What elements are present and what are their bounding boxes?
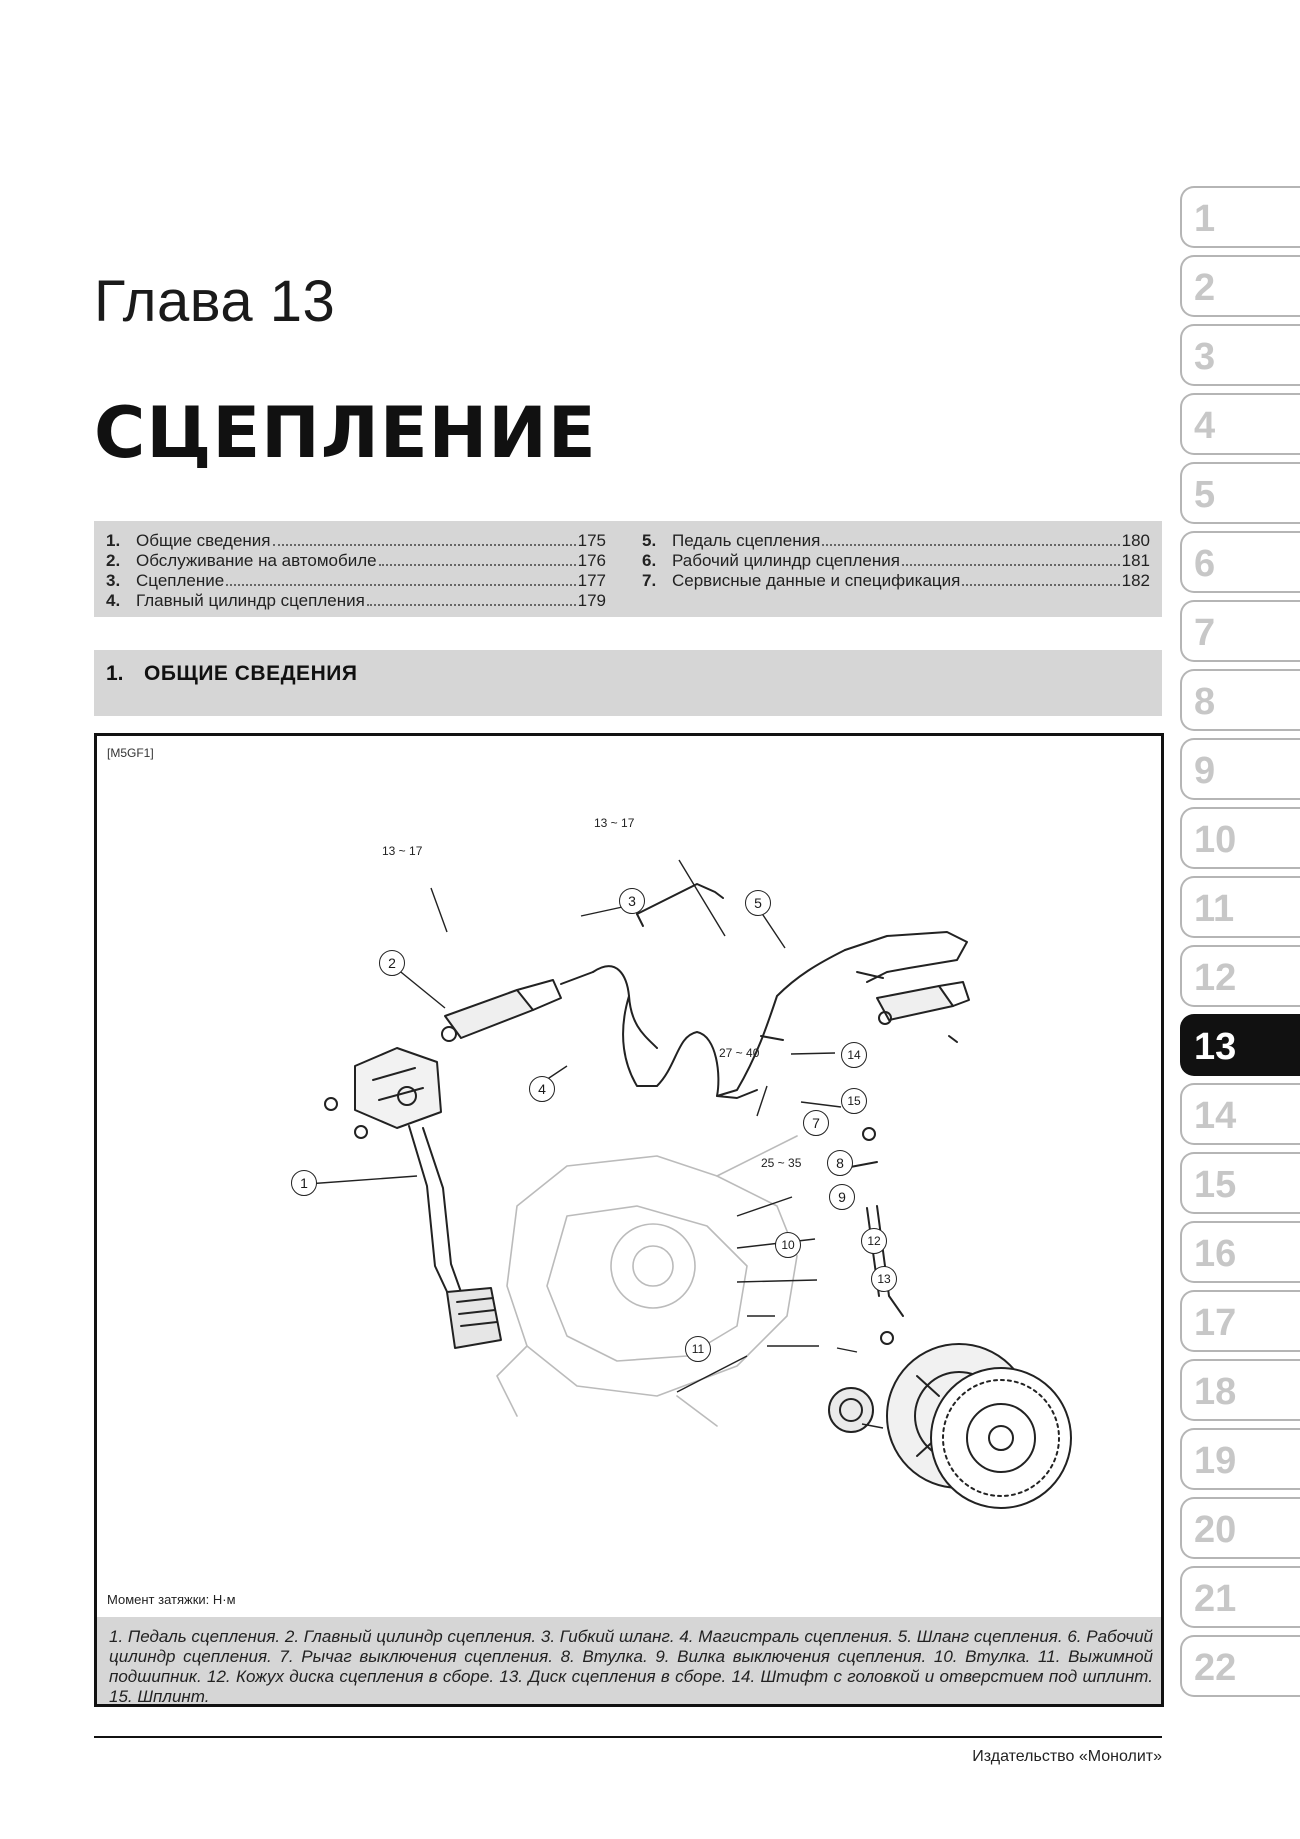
toc-leader-dots [962,572,1119,586]
chapter-tab-13-active[interactable]: 13 [1180,1014,1300,1076]
section-number: 1. [106,662,124,685]
torque-label: 25 ~ 35 [761,1156,802,1170]
toc-entry-number: 6. [642,551,657,570]
toc-entry-page: 182 [1121,571,1150,590]
chapter-tab-7[interactable]: 7 [1180,600,1300,662]
figure-caption [94,1617,1164,1707]
section-title: ОБЩИЕ СВЕДЕНИЯ [144,662,358,685]
chapter-tab-22[interactable]: 22 [1180,1635,1300,1697]
toc-leader-dots [379,552,576,566]
chapter-tab-14[interactable]: 14 [1180,1083,1300,1145]
toc-leader-dots [273,532,576,546]
chapter-tab-21[interactable]: 21 [1180,1566,1300,1628]
toc-leader-dots [367,592,576,606]
toc-entry-title: Сервисные данные и спецификация [672,571,961,590]
toc-column-right [642,531,1150,591]
clutch-exploded-view [97,736,1161,1620]
callout-9: 9 [829,1184,855,1210]
clutch-diagram-figure [94,733,1164,1623]
toc-entry-title: Общие сведения [136,531,271,550]
chapter-tab-19[interactable]: 19 [1180,1428,1300,1490]
toc-entry-title: Сцепление [136,571,225,590]
toc-entry-number: 7. [642,571,657,590]
callout-13: 13 [871,1266,897,1292]
toc-entry[interactable] [106,591,606,611]
callout-8: 8 [827,1150,853,1176]
callout-2: 2 [379,950,405,976]
chapter-tab-8[interactable]: 8 [1180,669,1300,731]
chapter-tab-4[interactable]: 4 [1180,393,1300,455]
toc-entry-title: Главный цилиндр сцепления [136,591,365,610]
chapter-tab-10[interactable]: 10 [1180,807,1300,869]
callout-7: 7 [803,1110,829,1136]
callout-11: 11 [685,1336,711,1362]
chapter-tab-15[interactable]: 15 [1180,1152,1300,1214]
callout-1: 1 [291,1170,317,1196]
toc-entry[interactable] [642,571,1150,591]
toc-entry-title: Рабочий цилиндр сцепления [672,551,900,570]
torque-label: 13 ~ 17 [594,816,635,830]
toc-entry[interactable] [642,551,1150,571]
toc-entry-title: Педаль сцепления [672,531,821,550]
figure-code: [M5GF1] [107,746,154,760]
callout-14: 14 [841,1042,867,1068]
toc-entry-page: 177 [577,571,606,590]
toc-leader-dots [226,572,575,586]
toc-entry[interactable] [642,531,1150,551]
section-header [94,650,1162,716]
chapter-tab-12[interactable]: 12 [1180,945,1300,1007]
toc-entry-number: 3. [106,571,121,590]
toc-entry-number: 4. [106,591,121,610]
toc-leader-dots [902,552,1120,566]
toc-entry[interactable] [106,571,606,591]
footer-divider [94,1736,1162,1738]
callout-12: 12 [861,1228,887,1254]
toc-entry-title: Обслуживание на автомобиле [136,551,377,570]
chapter-tab-5[interactable]: 5 [1180,462,1300,524]
torque-label: 27 ~ 40 [719,1046,760,1060]
chapter-tab-1[interactable]: 1 [1180,186,1300,248]
callout-4: 4 [529,1076,555,1102]
toc-entry-page: 180 [1121,531,1150,550]
chapter-tab-16[interactable]: 16 [1180,1221,1300,1283]
toc-entry-number: 5. [642,531,657,550]
table-of-contents [94,521,1162,617]
toc-column-left [106,531,606,611]
chapter-tab-2[interactable]: 2 [1180,255,1300,317]
toc-entry-number: 1. [106,531,121,550]
callout-10: 10 [775,1232,801,1258]
toc-entry-page: 181 [1121,551,1150,570]
toc-entry-page: 179 [577,591,606,610]
toc-entry-number: 2. [106,551,121,570]
toc-leader-dots [822,532,1119,546]
chapter-tab-3[interactable]: 3 [1180,324,1300,386]
torque-units-note: Момент затяжки: Н·м [107,1592,236,1607]
callout-3: 3 [619,888,645,914]
chapter-tab-18[interactable]: 18 [1180,1359,1300,1421]
chapter-title: СЦЕПЛЕНИЕ [94,392,597,474]
callout-5: 5 [745,890,771,916]
toc-entry-page: 175 [577,531,606,550]
footer-publisher: Издательство «Монолит» [972,1748,1162,1765]
toc-entry[interactable] [106,551,606,571]
chapter-label: Глава 13 [94,269,336,334]
torque-label: 13 ~ 17 [382,844,423,858]
callout-15: 15 [841,1088,867,1114]
chapter-tab-11[interactable]: 11 [1180,876,1300,938]
toc-entry-page: 176 [577,551,606,570]
figure-caption-text: 1. Педаль сцепления. 2. Главный цилиндр сцепления. 3. Гибкий шланг. 4. Магистраль сцепления. 5. Шланг сцепления. 6. Рабочий цилиндр сцепления. 7. Рычаг выключения сцепления. 8. Втулка. 9. Вилка выключения сцепления. 10. Втулка. 11. Выжимной подшипник. 12. Кожух диска сцепления в сборе. 13. Диск сцепления в сборе. 14. Штифт с головкой и отверстием под шплинт. 15. Шплинт. [109,1627,1153,1706]
chapter-tab-17[interactable]: 17 [1180,1290,1300,1352]
chapter-tab-20[interactable]: 20 [1180,1497,1300,1559]
chapter-tab-9[interactable]: 9 [1180,738,1300,800]
chapter-tab-6[interactable]: 6 [1180,531,1300,593]
toc-entry[interactable] [106,531,606,551]
